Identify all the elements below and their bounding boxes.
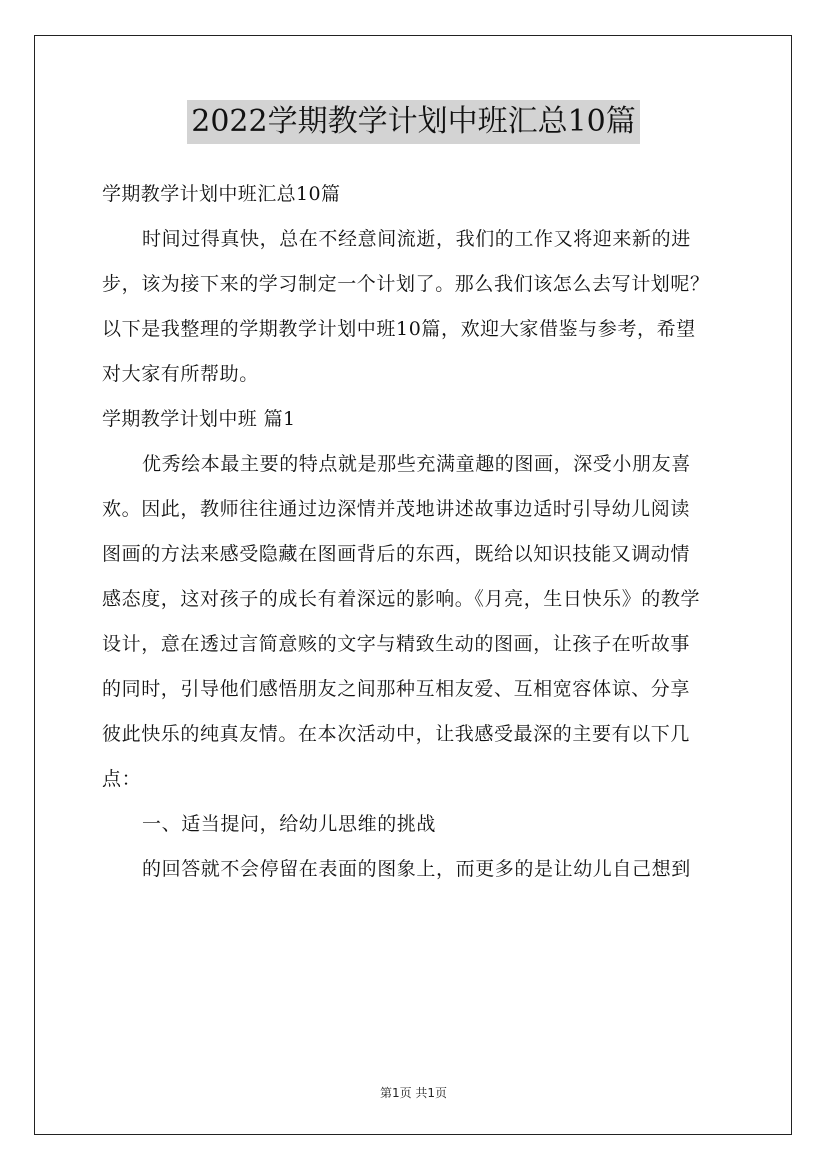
body-line: 感态度，这对孩子的成长有着深远的影响。《月亮，生日快乐》的教学 [102, 588, 701, 610]
body-line: 优秀绘本最主要的特点就是那些充满童趣的图画，深受小朋友喜 [142, 453, 691, 475]
section-heading: 学期教学计划中班 篇1 [102, 408, 296, 430]
point-heading: 一、适当提问，给幼儿思维的挑战 [142, 813, 437, 835]
body-line: 欢。因此，教师往往通过边深情并茂地讲述故事边适时引导幼儿阅读 [102, 498, 691, 520]
body-line: 彼此快乐的纯真友情。在本次活动中，让我感受最深的主要有以下几 [102, 723, 691, 745]
intro-line: 步，该为接下来的学习制定一个计划了。那么我们该怎么去写计划呢？ [102, 273, 710, 295]
title-container [0, 100, 827, 144]
intro-line: 时间过得真快，总在不经意间流逝，我们的工作又将迎来新的进 [142, 228, 691, 250]
body-line: 设计，意在透过言简意赅的文字与精致生动的图画，让孩子在听故事 [102, 633, 691, 655]
body-line: 图画的方法来感受隐藏在图画背后的东西，既给以知识技能又调动情 [102, 543, 691, 565]
intro-line: 对大家有所帮助。 [102, 363, 259, 385]
body-line: 的同时，引导他们感悟朋友之间那种互相友爱、互相宽容体谅、分享 [102, 678, 691, 700]
page-footer: 第1页 共1页 [379, 1086, 448, 1100]
document-subtitle: 学期教学计划中班汇总10篇 [102, 183, 341, 205]
document-title: 2022学期教学计划中班汇总10篇 [187, 100, 640, 144]
body-line: 的回答就不会停留在表面的图象上，而更多的是让幼儿自己想到 [142, 858, 691, 880]
document-body [102, 172, 728, 892]
intro-line: 以下是我整理的学期教学计划中班10篇，欢迎大家借鉴与参考，希望 [102, 318, 696, 340]
body-line: 点： [102, 768, 142, 790]
